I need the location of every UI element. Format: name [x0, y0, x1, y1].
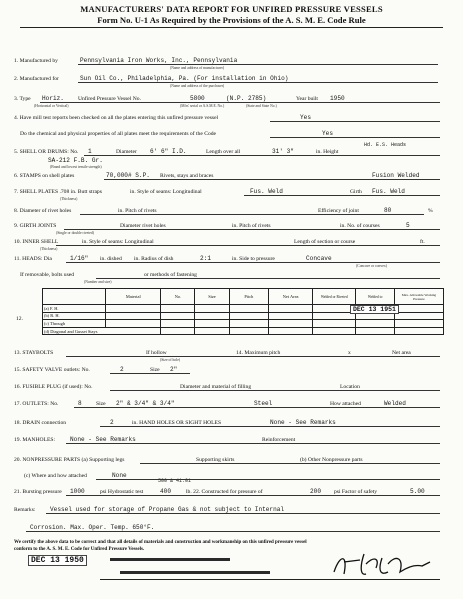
- line-7-label: 7. SHELL PLATES .708 in. Butt straps: [14, 189, 102, 195]
- line-17-material: Steel: [254, 400, 273, 407]
- line-5-len-value: 31' 3": [272, 148, 294, 155]
- line-20-tail: Supporting skirts: [196, 457, 235, 463]
- line-17-value: 8: [78, 400, 82, 407]
- line-5-len: Length over all: [206, 149, 241, 155]
- line-7-rule: [244, 195, 440, 196]
- line-2-rule: [78, 82, 438, 83]
- line-14-x: x: [348, 350, 351, 356]
- line-1-value: Pennsylvania Iron Works, Inc., Pennsylvania: [80, 57, 238, 64]
- line-4-value: Yes: [300, 114, 311, 121]
- line-5-label: 5. SHELL OR DRUMS: No.: [14, 149, 79, 155]
- line-4b-value: Yes: [322, 130, 333, 137]
- line-8-unit: %: [428, 208, 433, 214]
- line-1-rule: [78, 64, 438, 65]
- line-5b-value: SA-212 F.B. Gr.: [48, 157, 103, 164]
- line-5-hint: Hd. E.S. Heads: [364, 142, 407, 148]
- line-6-tail: Rivets, stays and braces: [160, 173, 214, 179]
- line-20c-rule: [96, 479, 440, 480]
- header-rule: [20, 27, 443, 28]
- line-3-year: 1950: [330, 95, 345, 102]
- line-21-constructed: lb. 22. Constructed for pressure of: [186, 489, 263, 495]
- line-1-label: 1. Manufactured by: [14, 58, 58, 64]
- line-17-label: 17. OUTLETS: No.: [14, 401, 59, 407]
- line-11-side-value: Concave: [306, 255, 332, 262]
- line-5-rule: [84, 155, 440, 156]
- line-21-factor-value: 5.00: [410, 488, 425, 495]
- line-13-rule: [66, 356, 440, 357]
- line-11-dished: in. dished: [100, 256, 122, 262]
- date-stamp: DEC 13 1950: [28, 555, 87, 566]
- remarks-label: Remarks:: [14, 507, 36, 513]
- line-11b-tail: or methods of fastening: [144, 272, 197, 278]
- line-17-size-value: 2" & 3/4" & 3/4": [116, 400, 175, 407]
- line-9-no: in. No. of courses: [340, 223, 380, 229]
- form-title: MANUFACTURERS' DATA REPORT FOR UNFIRED PRESSURE VESSELS: [80, 4, 383, 14]
- line-7-girth: Girth: [350, 189, 362, 195]
- line-21-hydro-value: 400: [160, 488, 171, 495]
- stays-col-net-area: Net Area: [269, 289, 313, 305]
- line-17-how: How attached: [330, 401, 361, 407]
- line-11-label: 11. HEADS: Dia: [14, 256, 52, 262]
- line-10-ft: ft.: [420, 239, 425, 245]
- cert-text-1: We certify the above data to be correct and that all details of materials and construction and workmanship on this unfired pressure vessel: [14, 540, 307, 545]
- stays-col-pitch: Pitch: [229, 289, 269, 305]
- remarks-line-1: Vessel used for storage of Propane Gas & not subject to Internal: [50, 506, 285, 513]
- line-7-hint: (Thickness): [60, 197, 78, 201]
- line-9-hint: (Single or double riveted): [56, 231, 94, 235]
- stays-row-fh: (a) F. H.: [43, 305, 106, 313]
- line-3-hint-2: (Mfrs' serial or A.S.M.E. No.): [180, 104, 225, 108]
- remarks-rule-1: [46, 513, 440, 514]
- line-13-hint: (Size of hole): [160, 358, 181, 362]
- line-10-label: 10. INNER SHELL: [14, 239, 59, 245]
- line-17-rule: [74, 407, 440, 408]
- line-13-tail: If hollow: [146, 350, 167, 356]
- line-19-label: 19. MANHOLES:: [14, 437, 56, 443]
- line-11-value: 1/16": [70, 255, 89, 262]
- line-15-label: 15. SAFETY VALVE outlets: No.: [14, 367, 90, 373]
- line-3-hint-3: (State and State No.): [246, 104, 277, 108]
- line-3-type: Horiz.: [42, 95, 64, 102]
- line-21-burst: 1000: [70, 488, 85, 495]
- line-20c-label: (c) Where and how attached: [24, 473, 87, 479]
- line-11-shape: 2:1: [200, 255, 211, 262]
- remarks-rule-2: [26, 531, 440, 532]
- line-3-hint-1: (Horizontal or Vertical): [34, 104, 69, 108]
- stays-col-no: No.: [161, 289, 195, 305]
- remarks-line-2: Corrosion. Max. Oper. Temp. 650°F.: [30, 524, 155, 531]
- line-20c-value: None: [112, 472, 127, 479]
- line-4-label: 4. Have mill test reports been checked on all the plates entering this unfired pressure vessel: [14, 115, 219, 121]
- line-1-hint: (Name and address of manufacturer): [170, 66, 225, 70]
- line-21-factor: psi Factor of safety: [334, 489, 378, 495]
- line-11b-label: If removable, bolts used: [20, 272, 75, 278]
- line-18-tail: in. HAND HOLES OR SIGHT HOLES: [132, 420, 222, 426]
- received-date-stamp: DEC 13 1951: [350, 305, 399, 314]
- line-4-rule: [270, 121, 440, 122]
- line-20-b: (b) Other Nonpressure parts: [300, 457, 363, 463]
- line-21-pressure: 200: [310, 488, 321, 495]
- line-3-state: (N.P. 2785): [226, 95, 267, 102]
- line-17-how-value: Welded: [384, 400, 406, 407]
- line-3-tail: Year built: [296, 96, 318, 102]
- line-21-rule: [66, 495, 440, 496]
- line-2-value: Sun Oil Co., Philadelphia, Pa. (For installation in Ohio): [80, 75, 289, 82]
- redaction-bar-2: [120, 571, 270, 574]
- line-21-extra: 500 & 41.01: [158, 478, 192, 484]
- stays-col-material: Material: [106, 289, 161, 305]
- line-6-rule: [104, 179, 440, 180]
- line-10-hint: (Thickness): [40, 247, 58, 251]
- line-5-dia-value: 6' 6" I.D.: [150, 148, 187, 155]
- line-11-side: in. Side to pressure: [232, 256, 275, 262]
- line-8-tail: in. Pitch of rivets: [118, 208, 157, 214]
- form-subtitle: Form No. U-1 As Required by the Provisions of the A. S. M. E. Code Rule: [97, 15, 366, 25]
- redaction-bar: [110, 558, 230, 561]
- line-6-label: 6. STAMPS on shell plates: [14, 173, 75, 179]
- line-14-net: Net area: [392, 350, 411, 356]
- line-2-label: 2. Manufactured for: [14, 76, 59, 82]
- line-15-size-value: 2": [170, 366, 178, 373]
- line-9-pitch: in. Pitch of rivets: [232, 223, 271, 229]
- line-16-tail: Diameter and material of filling: [180, 384, 252, 390]
- line-18-holes: None - See Remarks: [270, 419, 336, 426]
- line-3-no: 5800: [190, 95, 205, 102]
- line-6-value: 70,000# S.P.: [106, 172, 150, 179]
- stays-col-welded-to: Welded to: [356, 289, 394, 305]
- line-21-label: 21. Bursting pressure: [14, 489, 62, 495]
- line-11b-rule: [96, 278, 440, 279]
- line-10-rule: [56, 245, 440, 246]
- line-4b-label: Do the chemical and physical properties of all plates meet the requirements of the Code: [20, 131, 217, 137]
- stays-col-welded-riveted: Welded or Riveted: [313, 289, 356, 305]
- line-21-hydro: psi Hydrostatic test: [100, 489, 144, 495]
- line-15-rule: [110, 373, 190, 374]
- line-14-label: 14. Maximum pitch: [236, 350, 281, 356]
- line-15-size: Size: [150, 367, 160, 373]
- line-11-hint: (Concave or convex): [356, 264, 387, 268]
- cert-text-2: conform to the A. S. M. E. Code for Unfired Pressure Vessels.: [14, 547, 145, 552]
- line-12-num: 12.: [16, 316, 23, 322]
- signature: [330, 550, 438, 580]
- line-16-rule: [110, 390, 440, 391]
- line-5-no: 1: [88, 148, 92, 155]
- line-8-label: 8. Diameter of rivet holes: [14, 208, 72, 214]
- line-7-tail: in. Style of seams: Longitudinal: [130, 189, 202, 195]
- stays-row-rh: (b) R. H.: [43, 312, 106, 320]
- line-16-loc: Location: [340, 384, 360, 390]
- line-17-size: Size: [96, 401, 106, 407]
- line-8-eff-value: 80: [384, 207, 392, 214]
- line-5-height: in. Height: [316, 149, 339, 155]
- line-20-rule: [140, 463, 440, 464]
- stays-col-max-pressure: Max. Allowable Working Pressure: [394, 289, 443, 305]
- line-18-rule: [100, 426, 440, 427]
- line-15-value: 2: [120, 366, 124, 373]
- line-20-label: 20. NONPRESSURE PARTS (a) Supporting legs: [14, 457, 125, 463]
- stays-row-through: (c) Through: [43, 320, 106, 328]
- line-5b-hint: (Brand and lowest tensile strength): [50, 165, 102, 169]
- stays-col-size: Size: [195, 289, 229, 305]
- line-4b-rule: [270, 137, 440, 138]
- line-6-hint: Fusion Welded: [372, 172, 420, 179]
- stays-row-diagonal: (d) Diagonal and Gusset Stays: [43, 327, 161, 335]
- line-19-reinf: Reinforcement: [262, 437, 296, 443]
- line-3-label: 3. Type: [14, 96, 31, 102]
- line-18-value: 2: [110, 419, 114, 426]
- line-7-girth-value: Fus. Weld: [372, 188, 405, 195]
- line-10-tail: in. Style of seams: Longitudinal: [82, 239, 154, 245]
- line-18-label: 18. DRAIN connection: [14, 420, 67, 426]
- line-19-value: None - See Remarks: [70, 436, 136, 443]
- line-3-rule: [40, 102, 440, 103]
- line-7-value: Fus. Weld: [250, 188, 283, 195]
- line-13-label: 13. STAYBOLTS: [14, 350, 54, 356]
- line-9-tail: Diameter rivet holes: [120, 223, 166, 229]
- line-9-rule: [64, 229, 440, 230]
- line-16-label: 16. FUSIBLE PLUG (if used): No.: [14, 384, 93, 390]
- line-8-eff: Efficiency of joint: [318, 208, 359, 214]
- line-3-mid: Unfired Pressure Vessel No.: [78, 96, 141, 102]
- line-11b-hint: (Number and size): [84, 280, 112, 284]
- line-11-tail: in. Radius of dish: [134, 256, 174, 262]
- line-2-hint: (Name and address of the purchaser): [170, 84, 225, 88]
- line-11-rule: [66, 262, 440, 263]
- line-8-rule: [80, 214, 424, 215]
- line-19-rule: [66, 443, 440, 444]
- line-9-label: 9. GIRTH JOINTS: [14, 223, 57, 229]
- line-10-len: Length of section or course: [294, 239, 356, 245]
- line-9-no-value: 5: [406, 222, 410, 229]
- line-5-dia: Diameter: [116, 149, 137, 155]
